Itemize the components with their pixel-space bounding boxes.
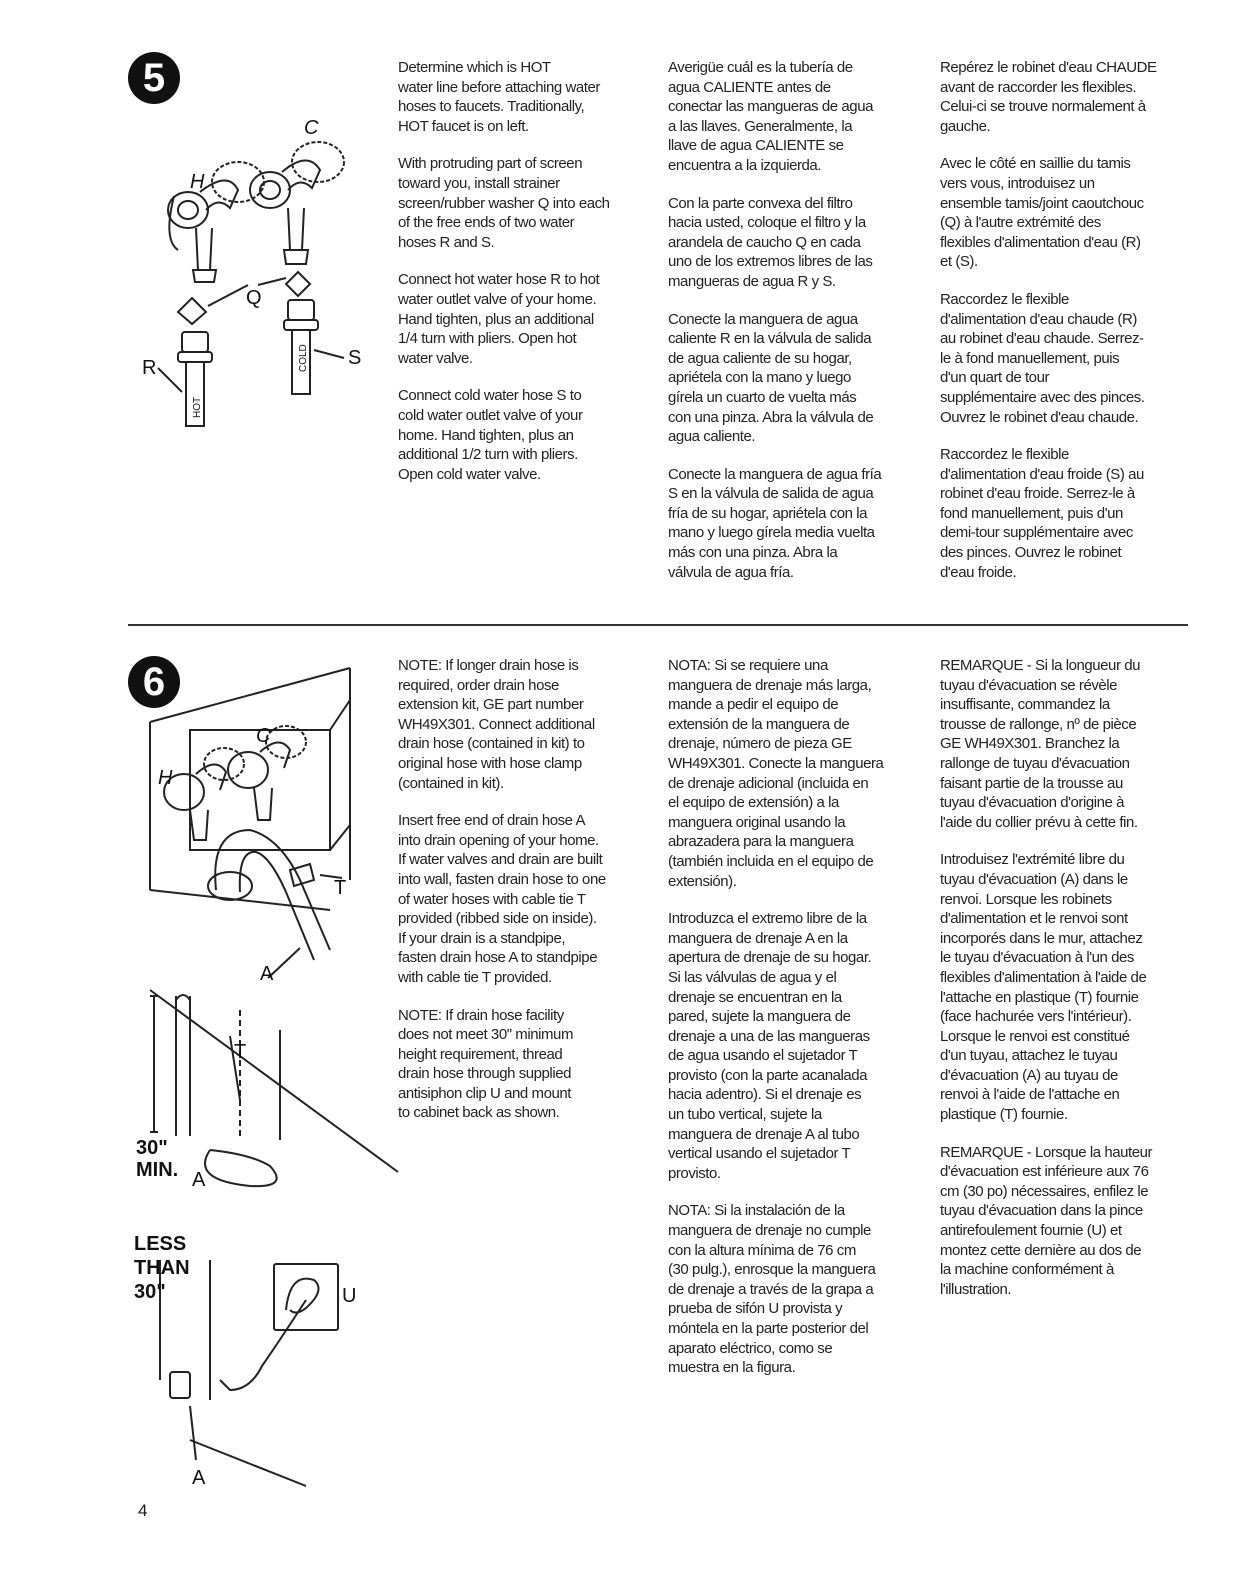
fig6-label-t: T bbox=[334, 877, 347, 899]
step-5-english-column bbox=[398, 58, 646, 502]
fig6-label-less: LESS bbox=[134, 1233, 187, 1255]
label-r: R bbox=[142, 357, 157, 379]
hose-coil-icon bbox=[205, 1150, 277, 1186]
label-s: S bbox=[348, 347, 362, 369]
fig6-label-a: A bbox=[260, 963, 274, 985]
step-6-spanish-column bbox=[668, 656, 916, 1396]
fig6-label-than: THAN bbox=[134, 1257, 190, 1279]
step-6-fr-para-1: REMARQUE - Si la longueur du tuyau d'évacuation se révèle insuffisante, commandez la trousse de rallonge, nº de pièce GE WH49X301. Branchez la rallonge de tuyau d'évacuation faisant partie de la trousse au tuyau d'évacuation d'origine à l'aide du collier prévu à cette fin. bbox=[940, 657, 1140, 831]
step-5-fr-para-3: Raccordez le flexible d'alimentation d'eau chaude (R) au robinet d'eau chaude. Serrez- le à fond manuellement, puis d'un quart de tour supplémentaire avec des pinces. Ouvrez le robinet d'eau chaude. bbox=[940, 290, 1145, 426]
fig6-label-30: 30" bbox=[136, 1137, 168, 1159]
step-5-en-para-1: Determine which is HOT water line before attaching water hoses to faucets. Traditionally, HOT faucet is on left. bbox=[398, 59, 600, 135]
step-6-fr-para-3: REMARQUE - Lorsque la hauteur d'évacuation est inférieure aux 76 cm (30 po) nécessaires, enfilez le tuyau d'évacuation dans la pince antirefoulement fournie (U) et montez cette dernière au dos de la machine conformément à l'illustration. bbox=[940, 1143, 1153, 1298]
step-5-fr-para-1: Repérez le robinet d'eau CHAUDE avant de raccorder les flexibles. Celui-ci se trouve normalement à gauche. bbox=[940, 59, 1157, 135]
fig6-label-h: H bbox=[158, 767, 173, 789]
step-6-english-column bbox=[398, 656, 646, 1141]
wall-box-icon bbox=[150, 668, 350, 910]
step-6-number: 6 bbox=[142, 659, 166, 704]
cold-faucet-icon bbox=[250, 142, 344, 264]
step-5-badge bbox=[128, 52, 180, 104]
antisiphon-clip-u-icon bbox=[274, 1264, 338, 1330]
fig6-label-c: C bbox=[256, 725, 271, 747]
label-c: C bbox=[304, 117, 319, 139]
step-5-es-para-4: Conecte la manguera de agua fría S en la válvula de salida de agua fría de su hogar, apriétela con la mano y luego gírela media vuelta más con una pinza. Abra la válvula de agua fría. bbox=[668, 465, 882, 581]
label-q: Q bbox=[246, 287, 262, 309]
less-than-hose-icon bbox=[220, 1300, 306, 1390]
step-6-french-column bbox=[940, 656, 1188, 1317]
hose-hot-label: HOT bbox=[192, 396, 203, 418]
step-6-es-para-1: NOTA: Si se requiere una manguera de drenaje más larga, mande a pedir el equipo de extensión de la manguera de drenaje, número de pieza GE WH49X301. Conecte la manguera de drenaje adicional (incluida en el equipo de extensión) a la manguera original usando la abrazadera para la manguera (también incluida en el equipo de extensión). bbox=[668, 657, 884, 890]
section-divider bbox=[128, 624, 1188, 626]
step-6-fr-para-2: Introduisez l'extrémité libre du tuyau d'évacuation (A) dans le renvoi. Lorsque les robinets d'alimentation et le renvoi sont incorporés dans le mur, attachez le tuyau d'évacuation à l'un des flexibles d'alimentation à l'aide de l'attache en plastique (T) fournie (face hachurée vers l'intérieur). Lorsque le renvoi est constitué d'un tuyau, attachez le tuyau d'évacuation (A) au tuyau de renvoi à l'aide de l'attache en plastique (T) fournie. bbox=[940, 851, 1147, 1124]
step-5-fr-para-4: Raccordez le flexible d'alimentation d'eau froide (S) au robinet d'eau froide. Serrez-le à fond manuellement, puis d'un demi-tour supplémentaire avec des pinces. Ouvrez le robinet d'eau froide. bbox=[940, 446, 1144, 581]
washer-q-right-icon bbox=[286, 272, 310, 296]
step-5-es-para-2: Con la parte convexa del filtro hacia usted, coloque el filtro y la arandela de caucho Q en cada uno de los extremos libres de las mangueras de agua R y S. bbox=[668, 194, 873, 290]
step-6-en-para-2: Insert free end of drain hose A into drain opening of your home. If water valves and drain are built into wall, fasten drain hose to one of water hoses with cable tie T provided (ribbed side on inside). If your drain is a standpipe, fasten drain hose A to standpipe with cable tie T provided. bbox=[398, 812, 606, 986]
step-6-drain-diagram bbox=[130, 660, 400, 1490]
fig6-label-min: MIN. bbox=[136, 1159, 179, 1181]
step-5-en-para-4: Connect cold water hose S to cold water outlet valve of your home. Hand tighten, plus an additional 1/2 turn with pliers. Open cold water valve. bbox=[398, 387, 583, 483]
hot-faucet-icon bbox=[168, 162, 264, 282]
step-6-en-para-1: NOTE: If longer drain hose is required, order drain hose extension kit, GE part number WH49X301. Connect additional drain hose (contained in kit) to original hose with hose clamp (contained in kit). bbox=[398, 657, 595, 792]
step-5-french-column bbox=[940, 58, 1188, 600]
step-6-es-para-3: NOTA: Si la instalación de la manguera de drenaje no cumple con la altura mínima de 76 cm (30 pulg.), enrosque la manguera de drenaje a través de la grapa a prueba de sifón U provista y móntela en la parte posterior del aparato eléctrico, como se muestra en la figura. bbox=[668, 1202, 876, 1377]
fig6-label-30b: 30" bbox=[134, 1281, 166, 1303]
step-5-faucet-diagram bbox=[138, 100, 378, 430]
wall-hot-faucet-icon bbox=[164, 748, 244, 840]
step-5-es-para-1: Averigüe cuál es la tubería de agua CALIENTE antes de conectar las mangueras de agua a las llaves. Generalmente, la llave de agua CALIENTE se encuentra a la izquierda. bbox=[668, 59, 873, 174]
washer-q-left-icon bbox=[178, 298, 206, 324]
step-5-en-para-3: Connect hot water hose R to hot water outlet valve of your home. Hand tighten, plus an additional 1/4 turn with pliers. Open hot water valve. bbox=[398, 271, 600, 367]
fig6-label-a3: A bbox=[192, 1467, 206, 1489]
step-5-en-para-2: With protruding part of screen toward you, install strainer screen/rubber washer Q into each of the free ends of two water hoses R and S. bbox=[398, 155, 610, 251]
hose-cold-label: COLD bbox=[298, 344, 309, 372]
step-6-en-para-3: NOTE: If drain hose facility does not meet 30" minimum height requirement, thread drain hose through supplied antisiphon clip U and mount to cabinet back as shown. bbox=[398, 1006, 573, 1122]
fig6-label-t2: T bbox=[234, 1041, 247, 1063]
step-5-number: 5 bbox=[142, 55, 166, 100]
step-5-fr-para-2: Avec le côté en saillie du tamis vers vous, introduisez un ensemble tamis/joint caoutchouc (Q) à l'autre extrémité des flexibles d'alimentation d'eau (R) et (S). bbox=[940, 155, 1144, 271]
step-5-spanish-column bbox=[668, 58, 916, 600]
page-number: 4 bbox=[138, 1501, 148, 1520]
fig6-label-a2: A bbox=[192, 1169, 206, 1191]
step-6-es-para-2: Introduzca el extremo libre de la manguera de drenaje A en la apertura de drenaje de su hogar. Si las válvulas de agua y el drenaje se encuentran en la pared, sujete la manguera de drenaje a una de las mangueras de agua usando el sujetador T provisto (con la parte acanalada hacia adentro). Si el drenaje es un tubo vertical, sujete la manguera de drenaje A al tubo vertical usando el sujetador T provisto. bbox=[668, 910, 872, 1182]
fig6-label-u: U bbox=[342, 1285, 357, 1307]
step-5-es-para-3: Conecte la manguera de agua caliente R en la válvula de salida de agua caliente de su hogar, apriétela con la mano y luego gírela un cuarto de vuelta más con una pinza. Abra la válvula de agua caliente. bbox=[668, 310, 874, 446]
label-h: H bbox=[190, 171, 205, 193]
